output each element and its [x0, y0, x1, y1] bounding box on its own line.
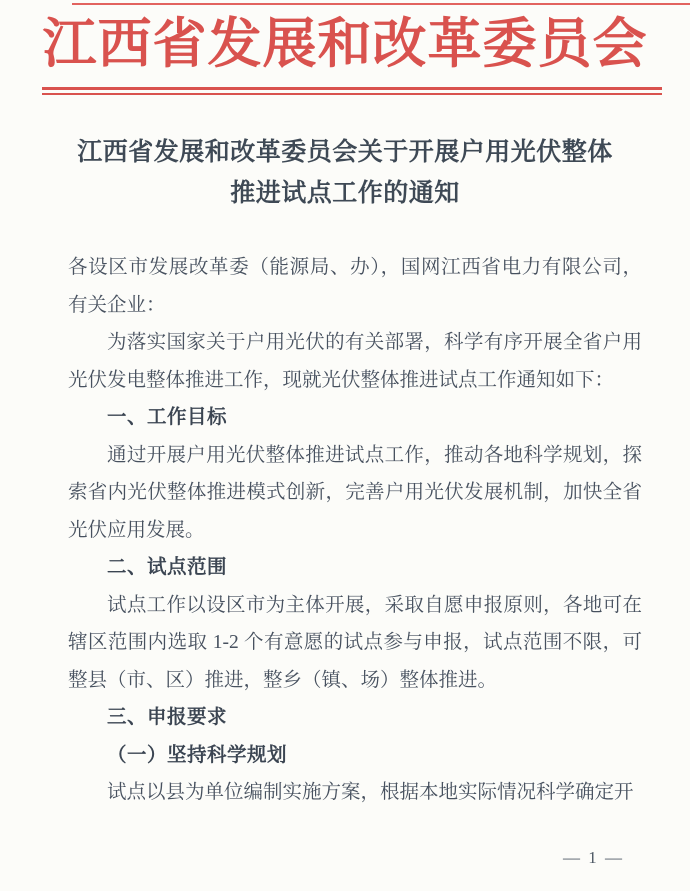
document-title: [0, 132, 690, 214]
page-number: — 1 —: [563, 848, 624, 867]
document-title-line1: 江西省发展和改革委员会关于开展户用光伏整体: [77, 139, 613, 166]
document-body: [68, 249, 642, 812]
section-work-goals-paragraph: 通过开展户用光伏整体推进试点工作，推动各地科学规划，探索省内光伏整体推进模式创新，完善户用光伏发展机制，加快全省光伏应用发展。: [68, 444, 642, 541]
addressee-paragraph: 各设区市发展改革委（能源局、办），国网江西省电力有限公司，有关企业：: [68, 257, 642, 316]
intro-paragraph: 为落实国家关于户用光伏的有关部署，科学有序开展全省户用光伏发电整体推进工作，现就光伏整体推进试点工作通知如下：: [68, 332, 642, 391]
section-heading-work-goals: 一、工作目标: [107, 406, 228, 428]
letterhead-agency-name: 江西省发展和改革委员会: [42, 14, 648, 74]
letterhead-divider-rule: [42, 87, 662, 95]
document-title-line2: 推进试点工作的通知: [230, 180, 460, 207]
subsection-heading-scientific-planning: （一）坚持科学规划: [107, 743, 288, 766]
section-heading-application-requirements: 三、申报要求: [107, 706, 228, 728]
section-pilot-scope-paragraph: 试点工作以设区市为主体开展，采取自愿申报原则，各地可在辖区范围内选取 1-2 个有意愿的试点参与申报，试点范围不限，可整县（市、区）推进，整乡（镇、场）整体推进。: [68, 594, 642, 691]
section-heading-pilot-scope: 二、试点范围: [107, 556, 228, 578]
letterhead-top-rule: [72, 3, 690, 5]
section-scientific-planning-paragraph: 试点以县为单位编制实施方案，根据本地实际情况科学确定开: [107, 782, 634, 803]
